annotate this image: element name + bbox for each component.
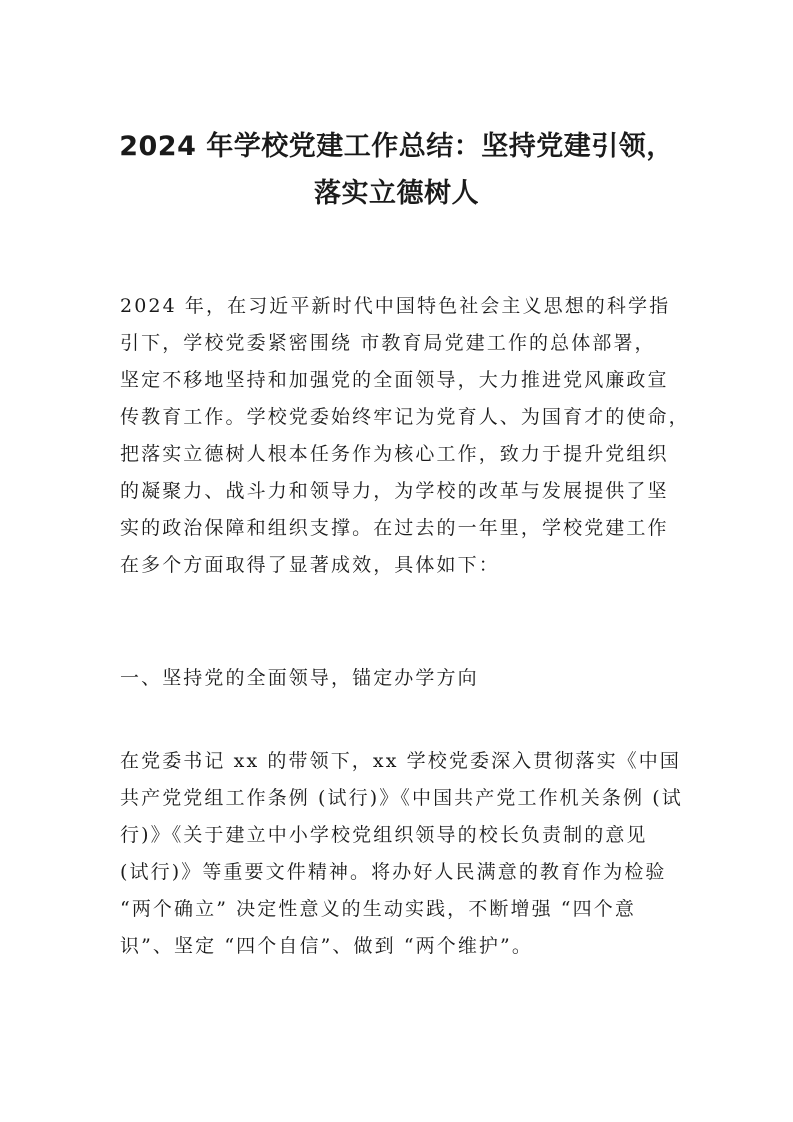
paragraph-line: 在党委书记 xx 的带领下，xx 学校党委深入贯彻落实《中国 <box>120 750 681 772</box>
paragraph-line: 引下，学校党委紧密围绕 市教育局党建工作的总体部署， <box>120 332 656 354</box>
paragraph-line: 识”、坚定 “四个自信”、做到 “两个维护”。 <box>120 935 533 957</box>
paragraph-line: “两个确立” 决定性意义的生动实践，不断增强 “四个意 <box>120 898 636 920</box>
section-heading-1 <box>120 660 676 697</box>
section-heading-text: 一、坚持党的全面领导，锚定办学方向 <box>120 667 479 689</box>
paragraph-line: 实的政治保障和组织支撑。在过去的一年里，学校党建工作 <box>120 517 669 539</box>
paragraph-line: 在多个方面取得了显著成效，具体如下： <box>120 554 500 576</box>
paragraph-section-1 <box>120 743 683 965</box>
document-title-line-1: 2024 年学校党建工作总结：坚持党建引领， <box>119 131 674 162</box>
paragraph-line: 的凝聚力、战斗力和领导力，为学校的改革与发展提供了坚 <box>120 480 669 502</box>
paragraph-line: (试行)》等重要文件精神。将办好人民满意的教育作为检验 <box>120 861 667 883</box>
paragraph-line: 坚定不移地坚持和加强党的全面领导，大力推进党风廉政宣 <box>120 369 669 391</box>
paragraph-line: 行)》《关于建立中小学校党组织领导的校长负责制的意见 <box>120 824 648 846</box>
paragraph-line: 传教育工作。学校党委始终牢记为党育人、为国育才的使命， <box>120 406 690 428</box>
paragraph-intro <box>120 288 690 584</box>
document-title-line-2: 落实立德树人 <box>314 178 479 209</box>
paragraph-line: 共产党党组工作条例 (试行)》《中国共产党工作机关条例 (试 <box>120 787 683 809</box>
paragraph-line: 2024 年，在习近平新时代中国特色社会主义思想的科学指 <box>120 295 671 317</box>
paragraph-line: 把落实立德树人根本任务作为核心工作，致力于提升党组织 <box>120 443 669 465</box>
